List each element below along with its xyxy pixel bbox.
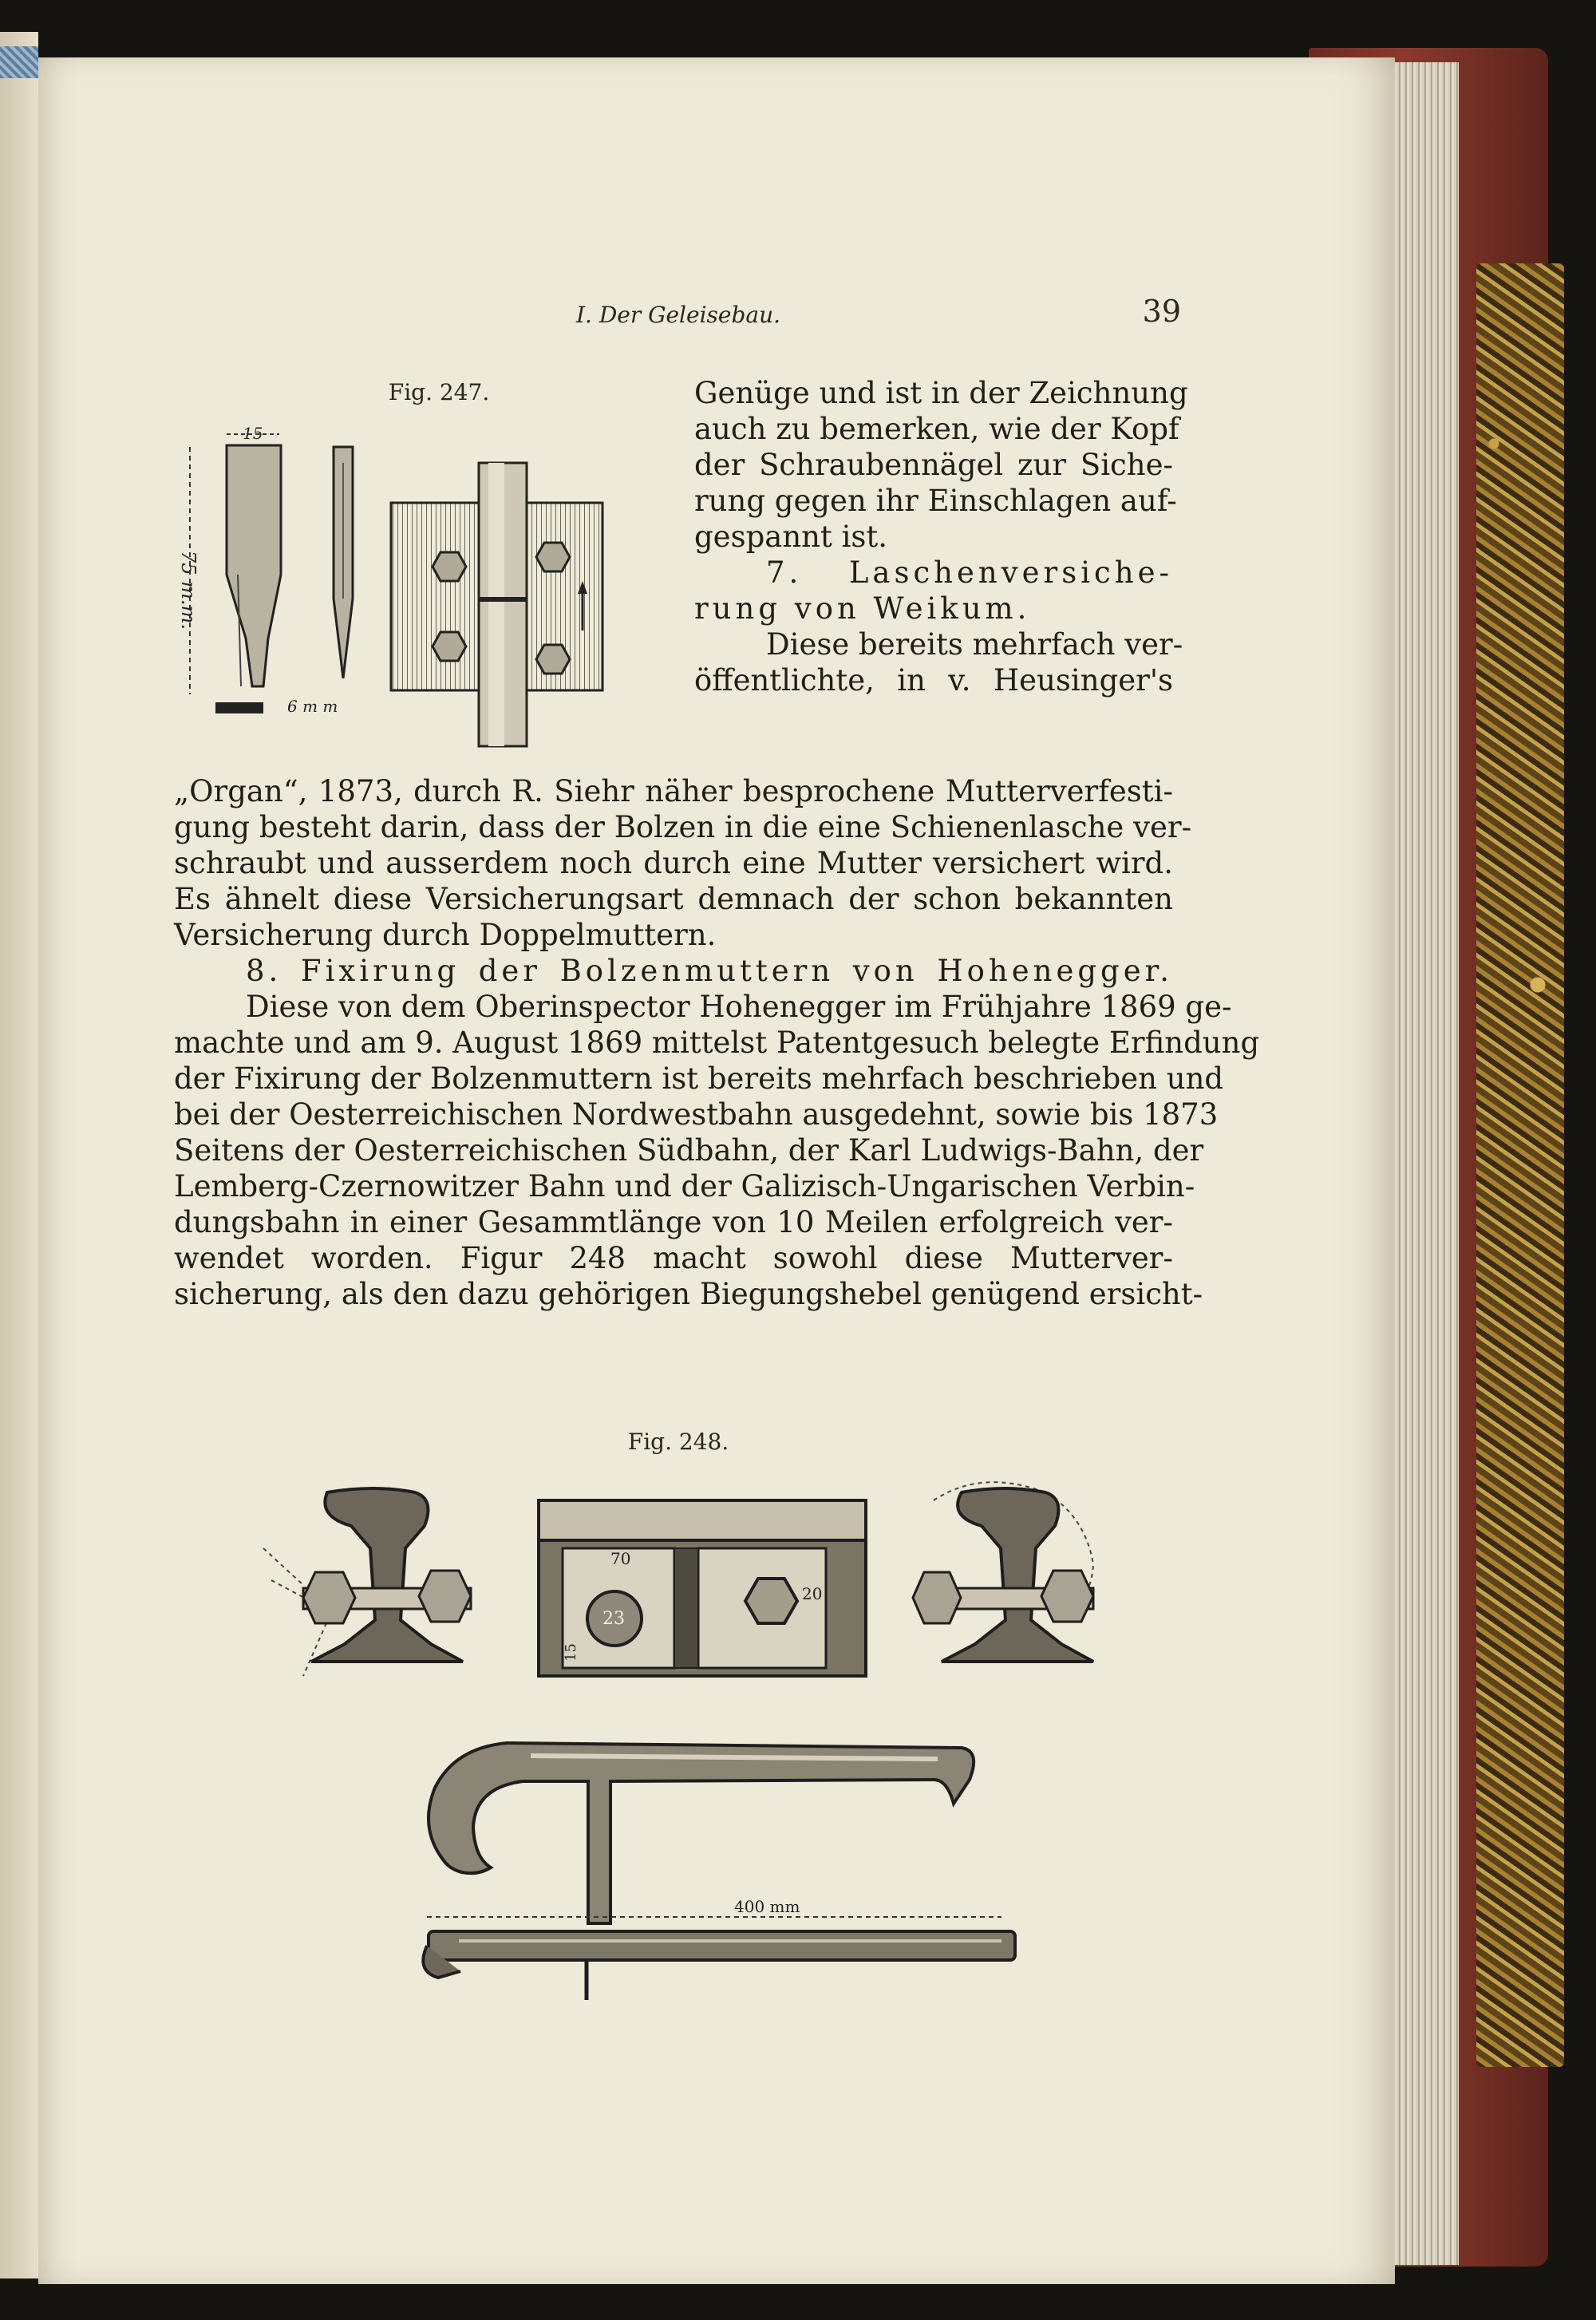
binding-cloth [0,46,38,78]
fig248-dim-20: 20 [802,1584,823,1603]
text-line: Es ähnelt diese Versicherungsart demnach der schon bekannten [174,882,1173,916]
fig248-dim-70: 70 [610,1549,631,1568]
text-line: Diese von dem Oberinspector Hohenegger im Frühjahre 1869 ge- [246,990,1232,1024]
text-line: gespannt ist. [694,520,888,554]
text-line: Versicherung durch Doppelmuttern. [174,918,717,952]
fig247-dim-width: 15 [243,424,263,443]
text-line: Lemberg-Czernowitzer Bahn und der Galizisch-Ungarischen Verbin- [174,1169,1195,1203]
fig248-caption: Fig. 248. [627,1429,729,1455]
text-line: schraubt und ausserdem noch durch eine Mutter versichert wird. [174,846,1173,880]
text-line: gung besteht darin, dass der Bolzen in die eine Schienenlasche ver- [174,810,1192,844]
fig248-dim-15: 15 [563,1643,579,1662]
fig247-dim-length: 75 m.m. [177,551,200,630]
running-head: I. Der Geleisebau. [575,302,781,328]
left-page-edge [0,32,38,2279]
text-line: der Schraubennägel zur Siche- [694,448,1173,482]
text-line: wendet worden. Figur 248 macht sowohl diese Mutterver- [174,1241,1173,1275]
section-heading-7-cont: rung von Weikum. [694,591,1031,626]
text-line: sicherung, als den dazu gehörigen Biegungshebel genügend ersicht- [174,1277,1203,1311]
section-heading-8: 8. Fixirung der Bolzenmuttern von Hohenegger. [246,954,1173,988]
section-heading-7: 7. Laschenversiche- [766,555,1173,590]
text-line: dungsbahn in einer Gesammtlänge von 10 Meilen erfolgreich ver- [174,1205,1173,1239]
fig248-dim-lever: 400 mm [734,1897,800,1916]
text-line: der Fixirung der Bolzenmuttern ist bereits mehrfach beschrieben und [174,1061,1224,1096]
fig247-spike-illustration [176,415,383,734]
text-line: öffentlichte, in v. Heusinger's [694,663,1173,698]
fig248-bending-lever [411,1732,1073,2051]
text-line: auch zu bemerken, wie der Kopf [694,412,1179,446]
marbled-edge [1476,263,1564,2067]
fig247-caption: Fig. 247. [388,379,490,405]
text-line: bei der Oesterreichischen Nordwestbahn ausgedehnt, sowie bis 1873 [174,1097,1219,1132]
text-line: „Organ“, 1873, durch R. Siehr näher besprochene Mutterverfesti- [174,774,1173,808]
right-column-text [694,375,1188,698]
text-line: Diese bereits mehrfach ver- [766,627,1183,662]
fig248-rail-section-left [255,1484,511,1708]
fig247-fishplate-illustration [383,447,614,750]
fig248-fishplate-view [531,1492,874,1708]
fig248-rail-section-right [886,1476,1125,1700]
text-line: Seitens der Oesterreichischen Südbahn, der Karl Ludwigs-Bahn, der [174,1133,1204,1168]
text-line: rung gegen ihr Einschlagen auf- [694,484,1177,518]
text-line: Genüge und ist in der Zeichnung [694,376,1188,410]
text-line: machte und am 9. August 1869 mittelst Patentgesuch belegte Erfindung [174,1026,1260,1060]
fig248-dim-23: 23 [602,1609,625,1629]
fig247-dim-thickness: 6 m m [287,697,338,716]
main-text [174,773,1260,1312]
page-number: 39 [1142,294,1181,329]
